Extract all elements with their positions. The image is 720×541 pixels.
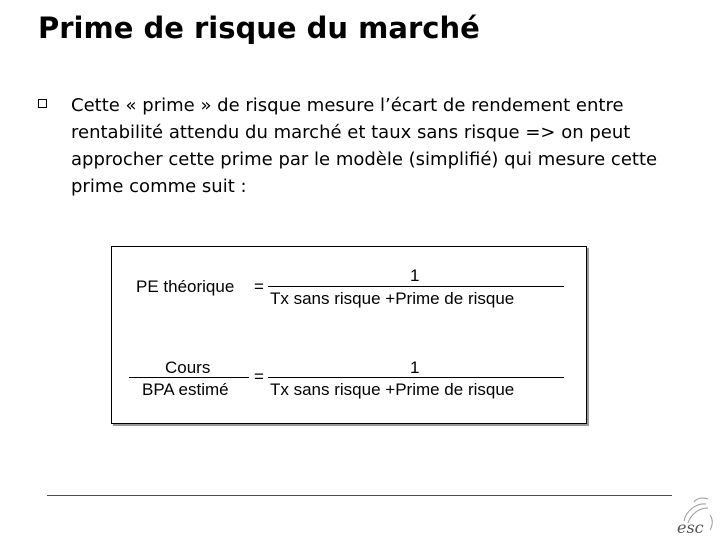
formula-2-lhs-denominator: BPA estimé (142, 380, 229, 399)
formula-1-equals: = (254, 277, 264, 296)
formula-2-equals: = (254, 367, 264, 386)
formula-2-lhs-fraction-bar (129, 377, 249, 378)
formula-2-denominator: Tx sans risque +Prime de risque (270, 380, 515, 399)
bullet-text: Cette « prime » de risque mesure l’écart de rendement entre rentabilité attendu du marché et taux sans risque => on peut approcher cette prime par le modèle (simplifié) qui mesure cette prime comme suit : (71, 95, 658, 197)
formula-1-fraction-bar (268, 286, 564, 287)
formula-2-lhs-numerator: Cours (165, 358, 211, 377)
logo-text: esc (677, 518, 704, 537)
formula-2-numerator: 1 (410, 358, 420, 377)
bullet-square-icon (38, 99, 47, 108)
formula-2-fraction-bar (268, 377, 564, 378)
formula-box (111, 246, 587, 424)
footer-divider (47, 495, 672, 496)
page-title: Prime de risque du marché (38, 11, 480, 45)
formula-1-numerator: 1 (410, 266, 420, 285)
esc-logo-icon (670, 495, 716, 537)
formula-1-denominator: Tx sans risque +Prime de risque (270, 289, 515, 308)
formula-1-lhs: PE théorique (136, 277, 235, 296)
